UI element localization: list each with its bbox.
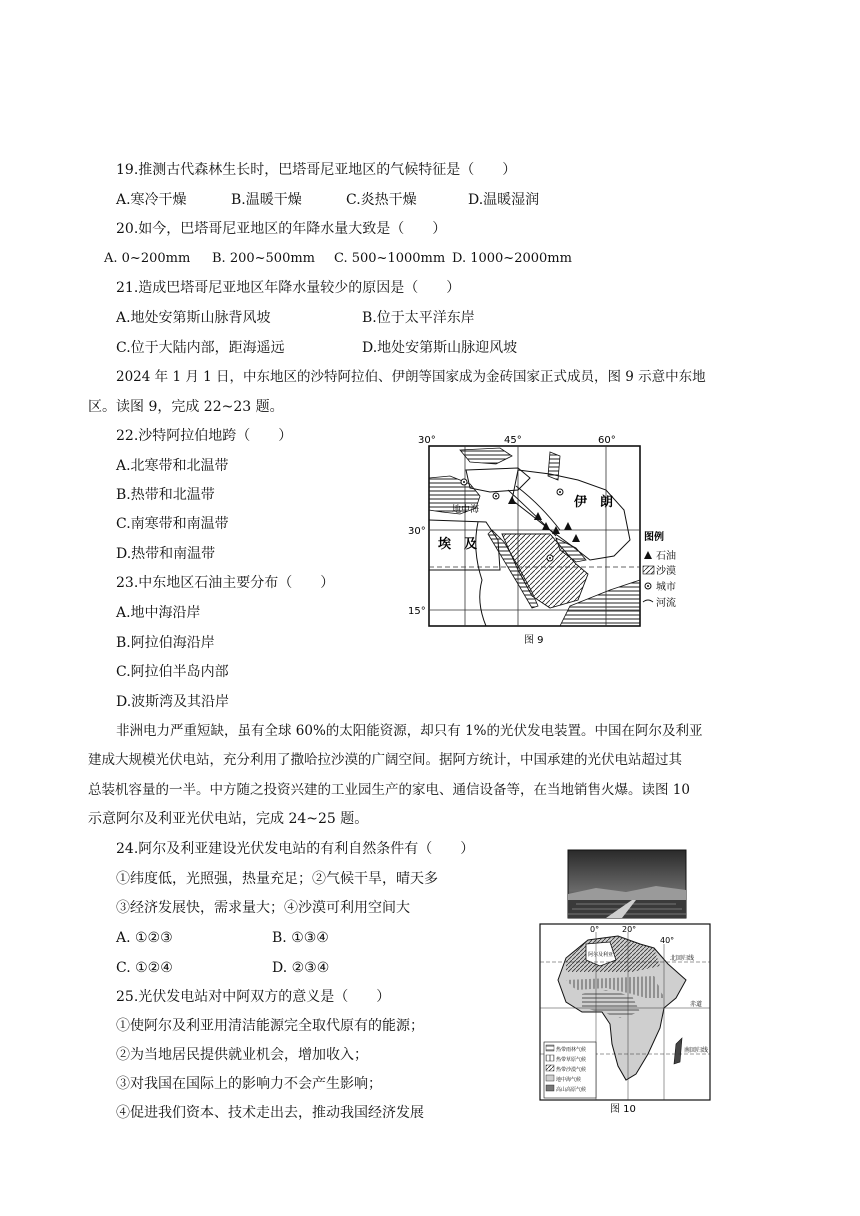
intro-24-25-line3: 总装机容量的一半。中方随之投资兴建的工业园生产的家电、通信设备等，在当地销售火爆。读图 10 bbox=[88, 782, 690, 798]
fig10-lon-20: 20° bbox=[622, 925, 637, 934]
q25-stem: 25.光伏发电站对中阿双方的意义是（ ） bbox=[116, 989, 391, 1005]
fig10-legend-desert: 热带沙漠气候 bbox=[556, 1067, 587, 1073]
fig9-lon-30: 30° bbox=[418, 435, 436, 446]
intro-22-23-line1: 2024 年 1 月 1 日，中东地区的沙特阿拉伯、伊朗等国家成为金砖国家正式成员，图 9 示意中东地 bbox=[116, 369, 706, 385]
fig10-equator: 赤道 bbox=[690, 1001, 703, 1008]
q20-option-d: D. 1000~2000mm bbox=[452, 251, 572, 266]
q22-option-a: A.北寒带和北温带 bbox=[116, 458, 229, 474]
fig10-label-algeria: 阿尔及利亚 bbox=[588, 952, 614, 958]
intro-24-25-line2: 建成大规模光伏电站，充分利用了撒哈拉沙漠的广阔空间。据阿方统计，中国承建的光伏电站超过其 bbox=[88, 752, 682, 768]
fig10-solar-photo bbox=[568, 850, 686, 918]
fig10-caption: 图 10 bbox=[610, 1104, 636, 1115]
q22-option-c: C.南寒带和南温带 bbox=[116, 516, 229, 532]
q20-option-c: C. 500~1000mm bbox=[334, 251, 446, 266]
fig9-legend-desert: 沙漠 bbox=[656, 566, 676, 577]
q23-option-d: D.波斯湾及其沿岸 bbox=[116, 694, 230, 710]
q19-option-c: C.炎热干燥 bbox=[346, 192, 417, 208]
q25-statement-2: ②为当地居民提供就业机会，增加收入； bbox=[116, 1047, 368, 1063]
q25-statement-4: ④促进我们资本、技术走出去，推动我国经济发展 bbox=[116, 1105, 424, 1121]
intro-22-23-line2: 区。读图 9，完成 22~23 题。 bbox=[88, 399, 284, 415]
q24-statement-1: ①纬度低，光照强，热量充足；②气候干旱，晴天多 bbox=[116, 871, 438, 887]
fig10-legend-mediterranean: 地中海气候 bbox=[556, 1077, 582, 1083]
q25-statement-1: ①使阿尔及利亚用清洁能源完全取代原有的能源； bbox=[116, 1018, 424, 1034]
q22-option-b: B.热带和北温带 bbox=[116, 487, 215, 503]
q19-option-a: A.寒冷干燥 bbox=[116, 192, 187, 208]
figure-9-middle-east-map bbox=[400, 430, 680, 646]
q21-option-d: D.地处安第斯山脉迎风坡 bbox=[362, 340, 518, 356]
q22-option-d: D.热带和南温带 bbox=[116, 546, 216, 562]
fig9-caption: 图 9 bbox=[524, 635, 544, 646]
q19-stem: 19.推测古代森林生长时，巴塔哥尼亚地区的气候特征是（ ） bbox=[116, 162, 517, 178]
fig9-legend-river: 河流 bbox=[656, 598, 676, 609]
q20-stem: 20.如今，巴塔哥尼亚地区的年降水量大致是（ ） bbox=[116, 221, 447, 237]
q21-option-c: C.位于大陆内部，距海遥远 bbox=[116, 340, 285, 356]
q25-statement-3: ③对我国在国际上的影响力不会产生影响； bbox=[116, 1076, 382, 1092]
fig9-label-iran: 伊 朗 bbox=[574, 495, 614, 510]
q24-statement-2: ③经济发展快，需求量大；④沙漠可利用空间大 bbox=[116, 900, 410, 916]
q23-option-a: A.地中海沿岸 bbox=[116, 605, 201, 621]
fig9-legend-oil: 石油 bbox=[656, 551, 676, 562]
fig9-label-mediterranean: 地中海 bbox=[452, 505, 480, 515]
fig10-legend-highland: 高山高原气候 bbox=[556, 1087, 587, 1093]
fig10-legend-savanna: 热带草原气候 bbox=[556, 1057, 587, 1063]
fig10-lon-0: 0° bbox=[590, 925, 600, 934]
q23-stem: 23.中东地区石油主要分布（ ） bbox=[116, 575, 335, 591]
intro-24-25-line4: 示意阿尔及利亚光伏电站，完成 24~25 题。 bbox=[88, 811, 369, 827]
q24-option-b: B. ①③④ bbox=[272, 930, 329, 946]
q22-stem: 22.沙特阿拉伯地跨（ ） bbox=[116, 428, 293, 444]
q24-stem: 24.阿尔及利亚建设光伏发电站的有利自然条件有（ ） bbox=[116, 841, 475, 857]
q20-option-a: A. 0~200mm bbox=[104, 251, 191, 266]
fig9-lon-60: 60° bbox=[598, 435, 616, 446]
q19-option-d: D.温暖湿润 bbox=[468, 192, 540, 208]
q24-option-a: A. ①②③ bbox=[116, 930, 173, 946]
fig10-tropic-south: 南回归线 bbox=[684, 1047, 709, 1054]
figure-10-algeria-solar bbox=[536, 848, 712, 1116]
fig10-legend-rainforest: 热带雨林气候 bbox=[556, 1047, 587, 1053]
fig9-legend-city: 城市 bbox=[656, 582, 676, 593]
q21-option-a: A.地处安第斯山脉背风坡 bbox=[116, 310, 271, 326]
intro-24-25-line1: 非洲电力严重短缺，虽有全球 60%的太阳能资源，却只有 1%的光伏发电装置。中国在阿尔及利亚 bbox=[116, 723, 703, 739]
fig9-label-egypt: 埃 及 bbox=[438, 537, 478, 552]
fig9-legend-title: 图例 bbox=[644, 532, 664, 543]
q19-option-b: B.温暖干燥 bbox=[231, 192, 302, 208]
q21-stem: 21.造成巴塔哥尼亚地区年降水量较少的原因是（ ） bbox=[116, 280, 461, 296]
fig9-lon-45: 45° bbox=[504, 435, 522, 446]
fig10-lon-40: 40° bbox=[660, 936, 675, 945]
fig9-lat-15: 15° bbox=[408, 606, 426, 617]
q23-option-c: C.阿拉伯半岛内部 bbox=[116, 664, 229, 680]
q20-option-b: B. 200~500mm bbox=[212, 251, 315, 266]
fig9-legend bbox=[643, 530, 676, 609]
q23-option-b: B.阿拉伯海沿岸 bbox=[116, 635, 215, 651]
q21-option-b: B.位于太平洋东岸 bbox=[362, 310, 475, 326]
q24-option-c: C. ①②④ bbox=[116, 960, 173, 976]
fig10-tropic-north: 北回归线 bbox=[670, 955, 695, 962]
q24-option-d: D. ②③④ bbox=[272, 960, 330, 976]
fig9-lat-30: 30° bbox=[408, 526, 426, 537]
fig10-legend bbox=[544, 1042, 596, 1098]
